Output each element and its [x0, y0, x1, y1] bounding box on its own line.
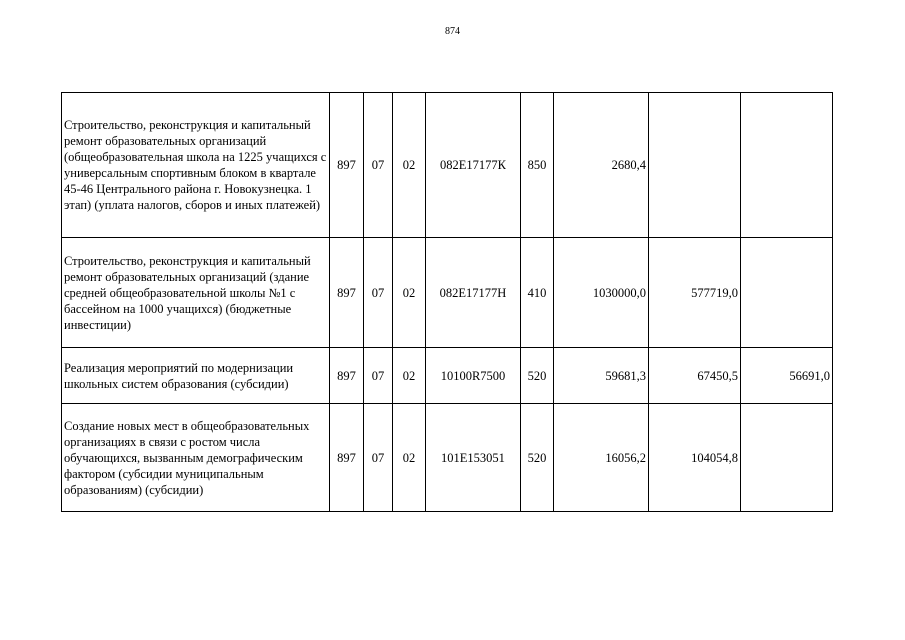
- amount-2: 67450,5: [649, 348, 741, 404]
- table-row: [62, 404, 833, 512]
- target-code: 10100R7500: [426, 348, 521, 404]
- table-row: [62, 93, 833, 238]
- section-code: 07: [364, 348, 393, 404]
- amount-1: 2680,4: [554, 93, 649, 238]
- amount-2: [649, 93, 741, 238]
- target-code: 101Е153051: [426, 404, 521, 512]
- table-row: [62, 348, 833, 404]
- section-code: 07: [364, 404, 393, 512]
- amount-1: 59681,3: [554, 348, 649, 404]
- target-code: 082E17177К: [426, 93, 521, 238]
- amount-3: [741, 93, 833, 238]
- ministry-code: 897: [330, 404, 364, 512]
- amount-1: 16056,2: [554, 404, 649, 512]
- table-row: [62, 238, 833, 348]
- target-code: 082E17177Н: [426, 238, 521, 348]
- expense-type-code: 520: [521, 404, 554, 512]
- section-code: 07: [364, 238, 393, 348]
- section-code: 07: [364, 93, 393, 238]
- amount-3: [741, 238, 833, 348]
- amount-1: 1030000,0: [554, 238, 649, 348]
- amount-2: 577719,0: [649, 238, 741, 348]
- subsection-code: 02: [393, 93, 426, 238]
- budget-table: [61, 92, 833, 512]
- row-name: Строительство, реконструкция и капитальный ремонт образовательных организаций (общеобразовательная школа на 1225 учащихся с универсальным спортивным блоком в квартале 45-46 Центрального района г. Новокузнецка. 1 этап) (уплата налогов, сборов и иных платежей): [62, 93, 330, 238]
- page-number: 874: [445, 26, 460, 37]
- row-name: Реализация мероприятий по модернизации школьных систем образования (субсидии): [62, 348, 330, 404]
- row-name: Строительство, реконструкция и капитальный ремонт образовательных организаций (здание средней общеобразовательной школы №1 с бассейном на 1000 учащихся) (бюджетные инвестиции): [62, 238, 330, 348]
- expense-type-code: 410: [521, 238, 554, 348]
- ministry-code: 897: [330, 93, 364, 238]
- ministry-code: 897: [330, 238, 364, 348]
- subsection-code: 02: [393, 238, 426, 348]
- amount-3: 56691,0: [741, 348, 833, 404]
- subsection-code: 02: [393, 404, 426, 512]
- amount-2: 104054,8: [649, 404, 741, 512]
- amount-3: [741, 404, 833, 512]
- expense-type-code: 520: [521, 348, 554, 404]
- row-name: Создание новых мест в общеобразовательных организациях в связи с ростом числа обучающихся, вызванным демографическим фактором (субсидии муниципальным образованиям) (субсидии): [62, 404, 330, 512]
- expense-type-code: 850: [521, 93, 554, 238]
- subsection-code: 02: [393, 348, 426, 404]
- ministry-code: 897: [330, 348, 364, 404]
